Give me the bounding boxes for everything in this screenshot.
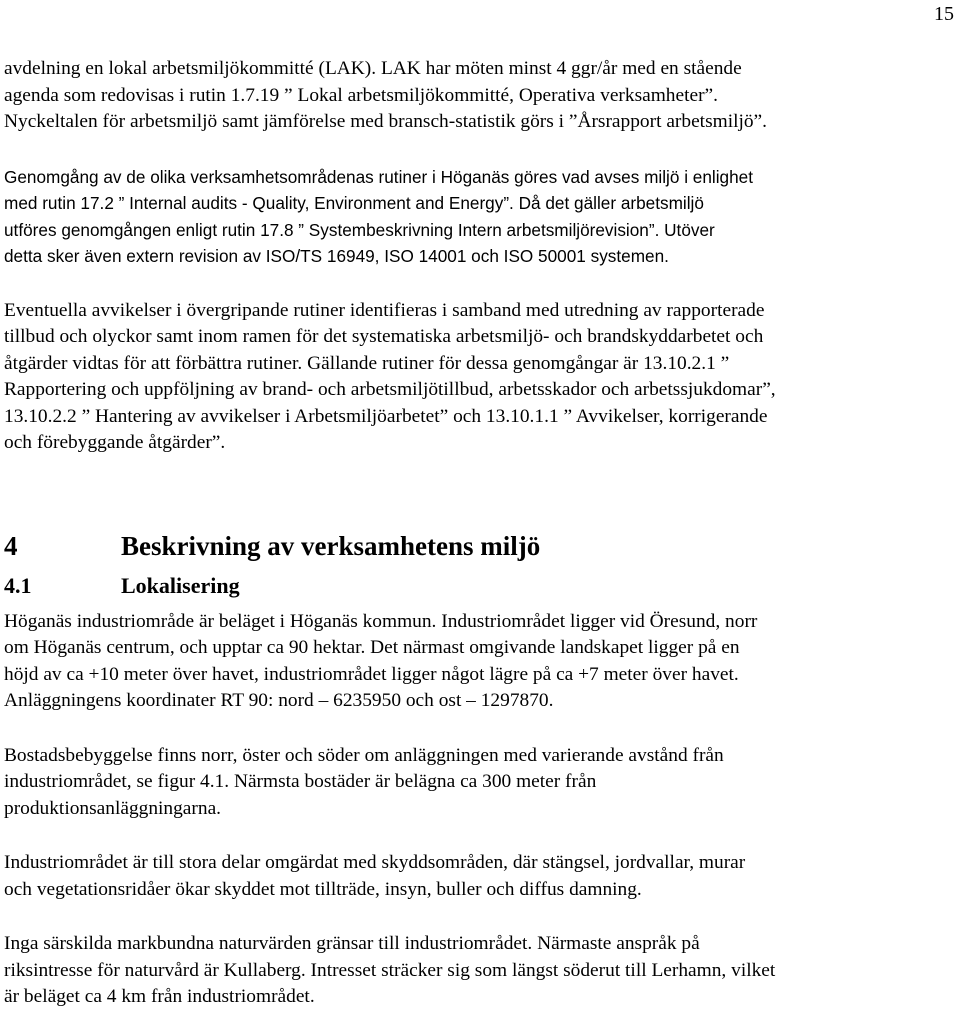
subsection-heading xyxy=(4,571,956,601)
text-line: Eventuella avvikelser i övergripande rutiner identifieras i samband med utredning av rapporterade xyxy=(4,299,765,321)
location-paragraph xyxy=(4,609,956,715)
subsection-title: Lokalisering xyxy=(121,572,240,598)
nature-paragraph xyxy=(4,931,956,1011)
housing-paragraph xyxy=(4,743,956,823)
section-number: 4 xyxy=(4,530,18,561)
text-line: Genomgång av de olika verksamhetsområdenas rutiner i Höganäs göres vad avses miljö i enlighet xyxy=(4,166,754,187)
deviation-paragraph xyxy=(4,298,956,457)
text-line: Anläggningens koordinater RT 90: nord – 6235950 och ost – 1297870. xyxy=(4,690,554,711)
text-line: riksintresse för naturvård är Kullaberg. Intresset sträcker sig som längst söderut till Lerhamn, vilket xyxy=(4,959,776,981)
text-line: detta sker även extern revision av ISO/TS 16949, ISO 14001 och ISO 50001 systemen. xyxy=(4,246,669,266)
text-line: utföres genomgången enligt rutin 17.8 ” Systembeskrivning Intern arbetsmiljörevision”. Utöver xyxy=(4,219,715,240)
section-heading xyxy=(4,529,956,563)
text-line: är beläget ca 4 km från industriområdet. xyxy=(4,986,315,1007)
subsection-number: 4.1 xyxy=(4,572,32,598)
text-line: Industriområdet är till stora delar omgärdat med skyddsområden, där stängsel, jordvallar, murar xyxy=(4,852,746,873)
protection-paragraph xyxy=(4,850,956,903)
text-line: tillbud och olyckor samt inom ramen för det systematiska arbetsmiljö- och brandskyddarbetet och xyxy=(4,326,764,347)
text-line: industriområdet, se figur 4.1. Närmsta bostäder är belägna ca 300 meter från xyxy=(4,771,597,792)
text-line: Nyckeltalen för arbetsmiljö samt jämförelse med bransch-statistik görs i ”Årsrapport arbetsmiljö”. xyxy=(4,111,768,132)
text-line: höjd av ca +10 meter över havet, industriområdet ligger något lägre på ca +7 meter över havet. xyxy=(4,663,739,685)
intro-paragraph xyxy=(4,56,956,136)
text-line: produktionsanläggningarna. xyxy=(4,797,222,819)
text-line: och förebyggande åtgärder”. xyxy=(4,432,226,453)
text-line: Rapportering och uppföljning av brand- och arbetsmiljötillbud, arbetsskador och arbetssjukdomar”, xyxy=(4,379,776,400)
page-number: 15 xyxy=(934,3,954,25)
document-body xyxy=(4,56,956,1011)
text-line: Höganäs industriområde är beläget i Höganäs kommun. Industriområdet ligger vid Öresund, norr xyxy=(4,610,758,632)
audit-paragraph xyxy=(4,164,956,270)
section-title: Beskrivning av verksamhetens miljö xyxy=(121,530,541,561)
text-line: Bostadsbebyggelse finns norr, öster och söder om anläggningen med varierande avstånd från xyxy=(4,744,724,766)
text-line: avdelning en lokal arbetsmiljökommitté (LAK). LAK har möten minst 4 ggr/år med en stående xyxy=(4,58,742,79)
text-line: 13.10.2.2 ” Hantering av avvikelser i Arbetsmiljöarbetet” och 13.10.1.1 ” Avvikelser, korrigerande xyxy=(4,405,768,427)
text-line: agenda som redovisas i rutin 1.7.19 ” Lokal arbetsmiljökommitté, Operativa verksamheter”. xyxy=(4,84,719,106)
text-line: om Höganäs centrum, och upptar ca 90 hektar. Det närmast omgivande landskapet ligger på en xyxy=(4,637,740,658)
text-line: och vegetationsridåer ökar skyddet mot tillträde, insyn, buller och diffus damning. xyxy=(4,878,642,900)
text-line: Inga särskilda markbundna naturvärden gränsar till industriområdet. Närmaste anspråk på xyxy=(4,933,700,954)
text-line: med rutin 17.2 ” Internal audits - Quality, Environment and Energy”. Då det gäller arbetsmiljö xyxy=(4,193,704,213)
text-line: åtgärder vidtas för att förbättra rutiner. Gällande rutiner för dessa genomgångar är 13.10.2.1 ” xyxy=(4,352,730,374)
